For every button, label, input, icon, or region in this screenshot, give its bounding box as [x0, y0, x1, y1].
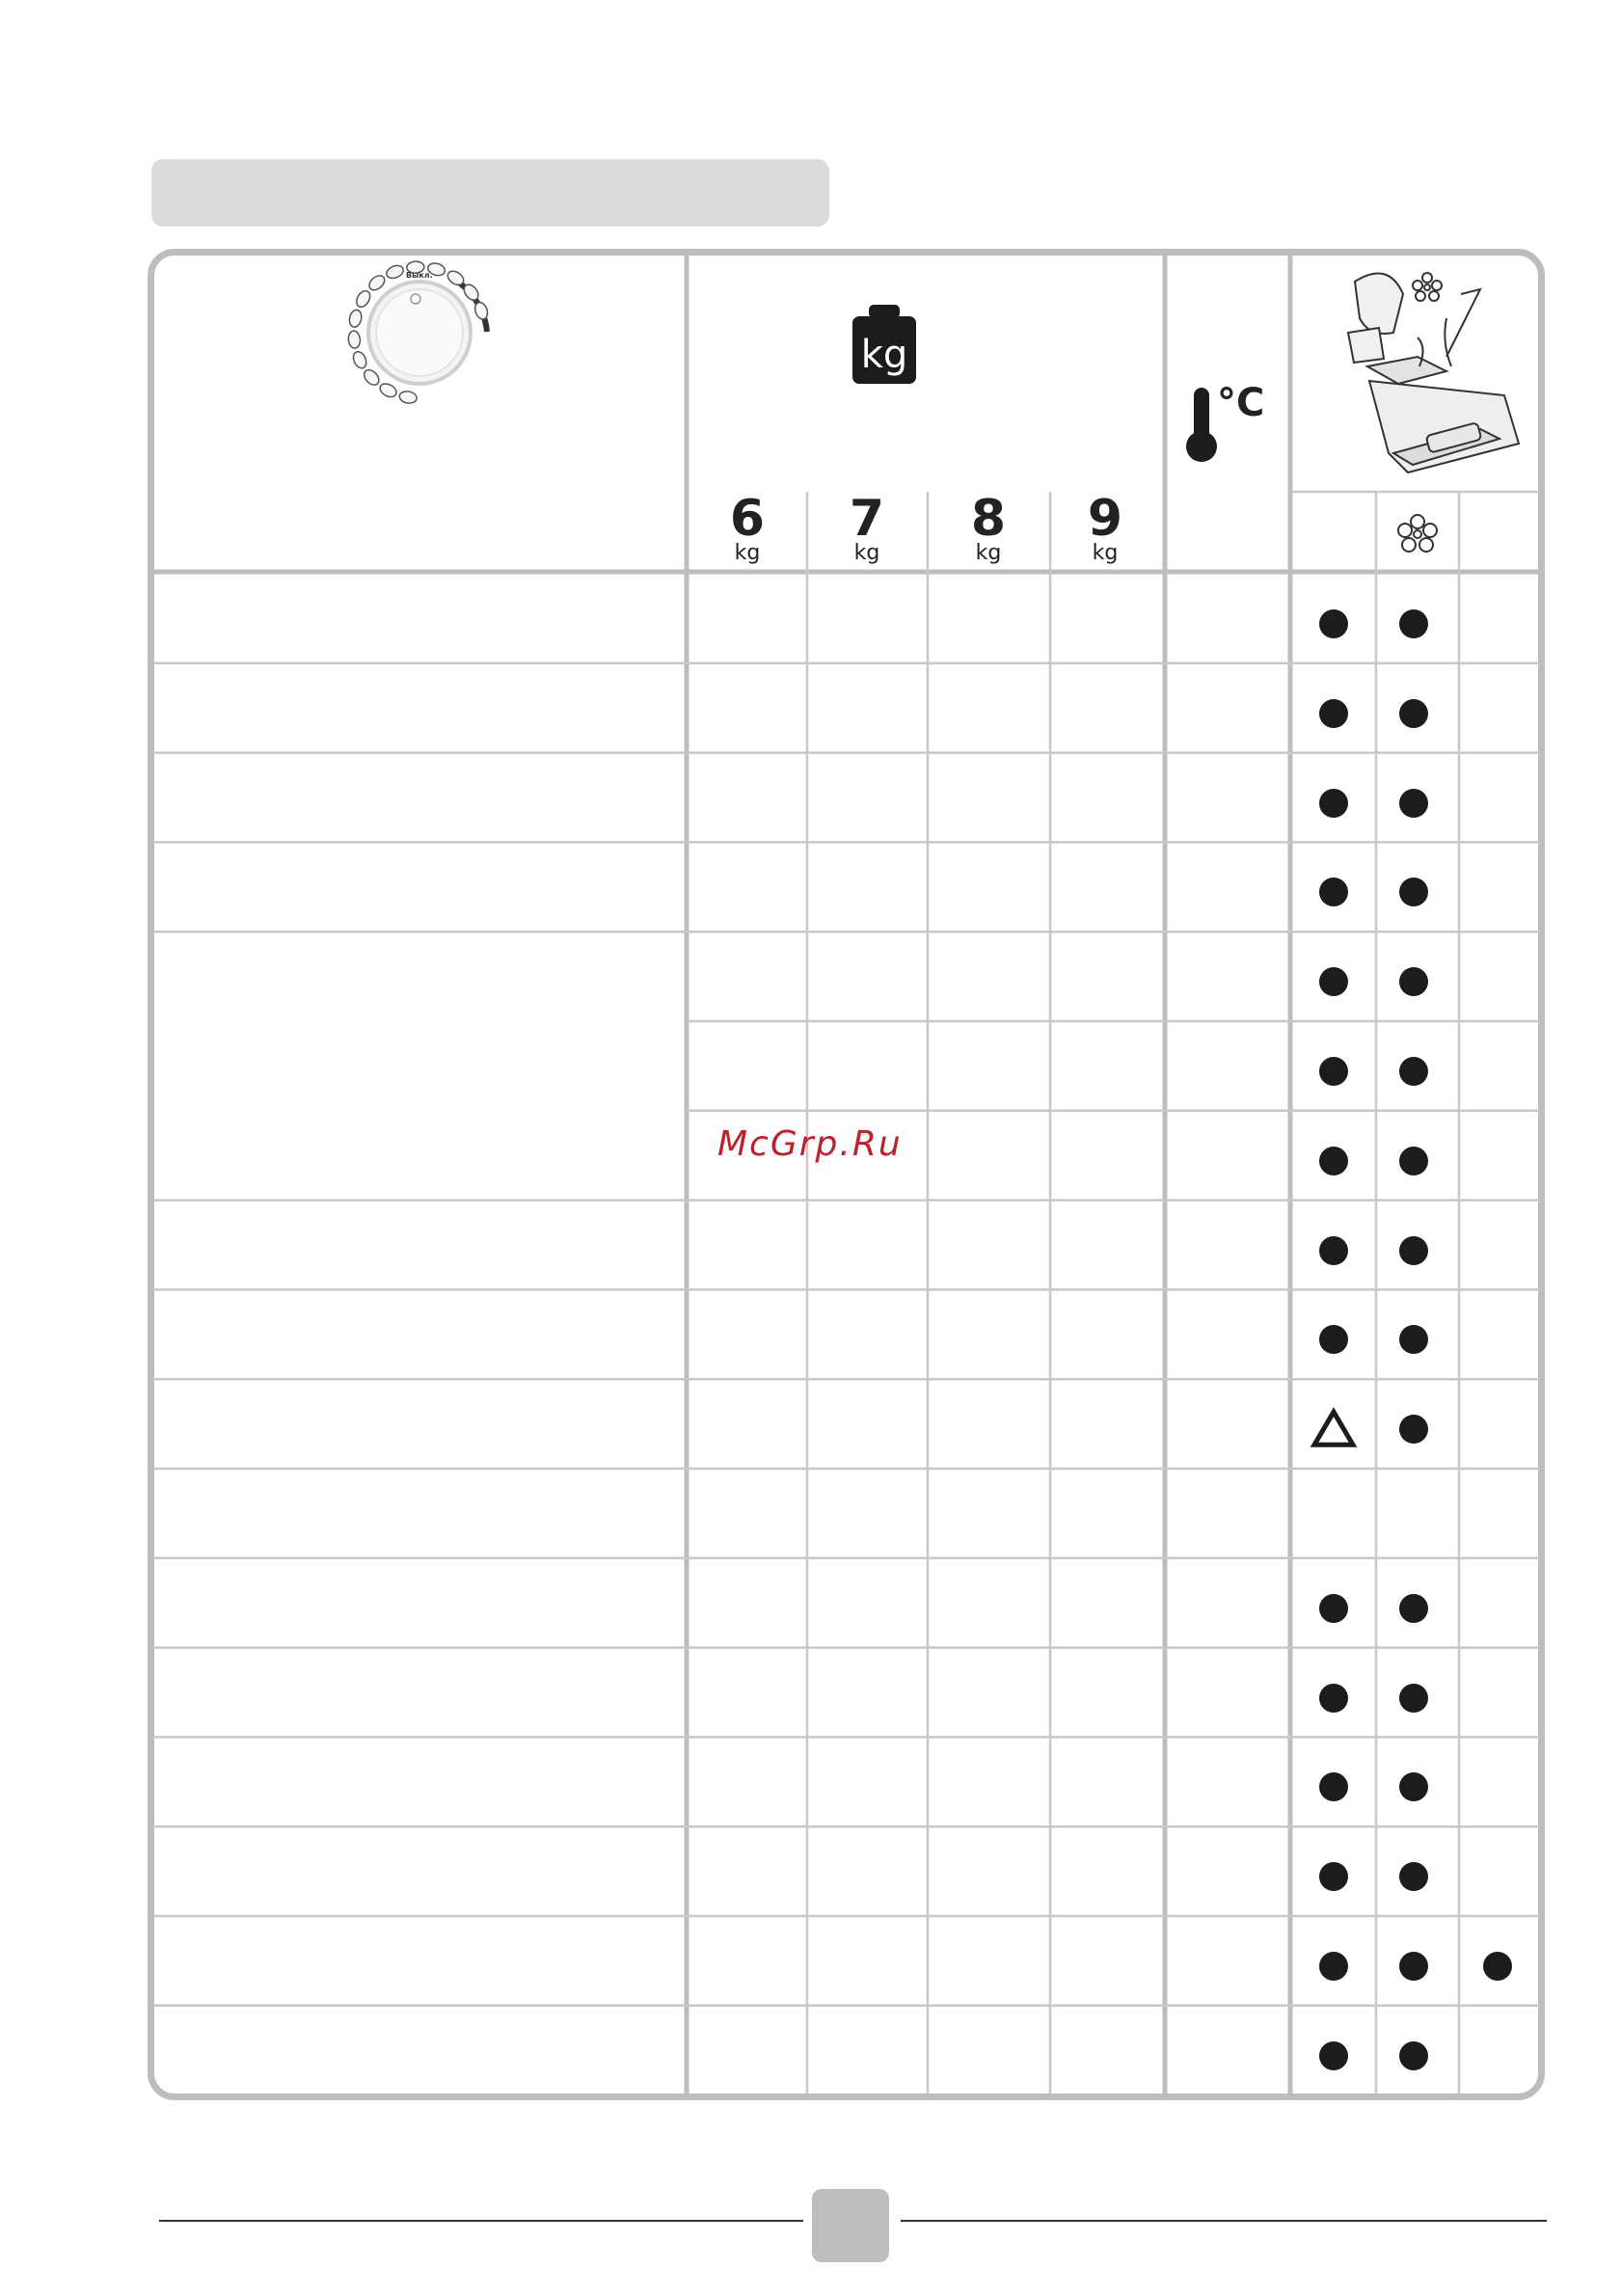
compartment-flower-icon: [1398, 515, 1437, 552]
page-number-box: [812, 2189, 889, 2262]
temperature-unit: °C: [1217, 381, 1265, 425]
footer-rule-left: [159, 2220, 803, 2222]
load-6-kg-unit: kg: [734, 541, 761, 565]
load-7-kg-number: 7: [849, 490, 885, 548]
flower-icon: [1413, 273, 1442, 301]
load-6-kg-number: 6: [729, 490, 766, 548]
row-10-compartment-2-dot: [1399, 1415, 1428, 1444]
svg-text:kg: kg: [860, 333, 908, 377]
row-5-compartment-1-dot: [1319, 967, 1348, 996]
row-7-compartment-1-dot: [1319, 1147, 1348, 1175]
row-6-compartment-2-dot: [1399, 1057, 1428, 1086]
dial-off-label: Выкл.: [406, 271, 433, 280]
row-2-compartment-2-dot: [1399, 699, 1428, 728]
row-13-compartment-2-dot: [1399, 1684, 1428, 1713]
row-16-compartment-1-dot: [1319, 1952, 1348, 1981]
row-16-compartment-2-dot: [1399, 1952, 1428, 1981]
row-12-compartment-2-dot: [1399, 1594, 1428, 1623]
row-17-compartment-1-dot: [1319, 2041, 1348, 2070]
row-7-compartment-2-dot: [1399, 1147, 1428, 1175]
row-1-compartment-2-dot: [1399, 609, 1428, 638]
row-2-compartment-1-dot: [1319, 699, 1348, 728]
load-9-kg-unit: kg: [1092, 541, 1119, 565]
detergent-drawer-icon: [1348, 274, 1519, 473]
row-1-compartment-1-dot: [1319, 609, 1348, 638]
load-7-kg-unit: kg: [853, 541, 880, 565]
kg-weight-icon: [852, 305, 916, 384]
row-15-compartment-2-dot: [1399, 1862, 1428, 1891]
load-8-kg-number: 8: [970, 490, 1007, 548]
row-5-compartment-2-dot: [1399, 967, 1428, 996]
row-17-compartment-2-dot: [1399, 2041, 1428, 2070]
row-16-compartment-3-dot: [1483, 1952, 1512, 1981]
row-6-compartment-1-dot: [1319, 1057, 1348, 1086]
row-13-compartment-1-dot: [1319, 1684, 1348, 1713]
row-12-compartment-1-dot: [1319, 1594, 1348, 1623]
load-8-kg-unit: kg: [975, 541, 1002, 565]
thermometer-icon: [1186, 388, 1217, 462]
row-10-compartment-1-triangle: [1314, 1412, 1353, 1445]
row-15-compartment-1-dot: [1319, 1862, 1348, 1891]
load-9-kg-number: 9: [1087, 490, 1123, 548]
row-8-compartment-2-dot: [1399, 1236, 1428, 1265]
row-8-compartment-1-dot: [1319, 1236, 1348, 1265]
watermark: McGrp.Ru: [717, 1124, 903, 1164]
row-3-compartment-2-dot: [1399, 789, 1428, 818]
footer-rule-right: [901, 2220, 1547, 2222]
row-3-compartment-1-dot: [1319, 789, 1348, 818]
program-dial-icon: [347, 261, 489, 405]
